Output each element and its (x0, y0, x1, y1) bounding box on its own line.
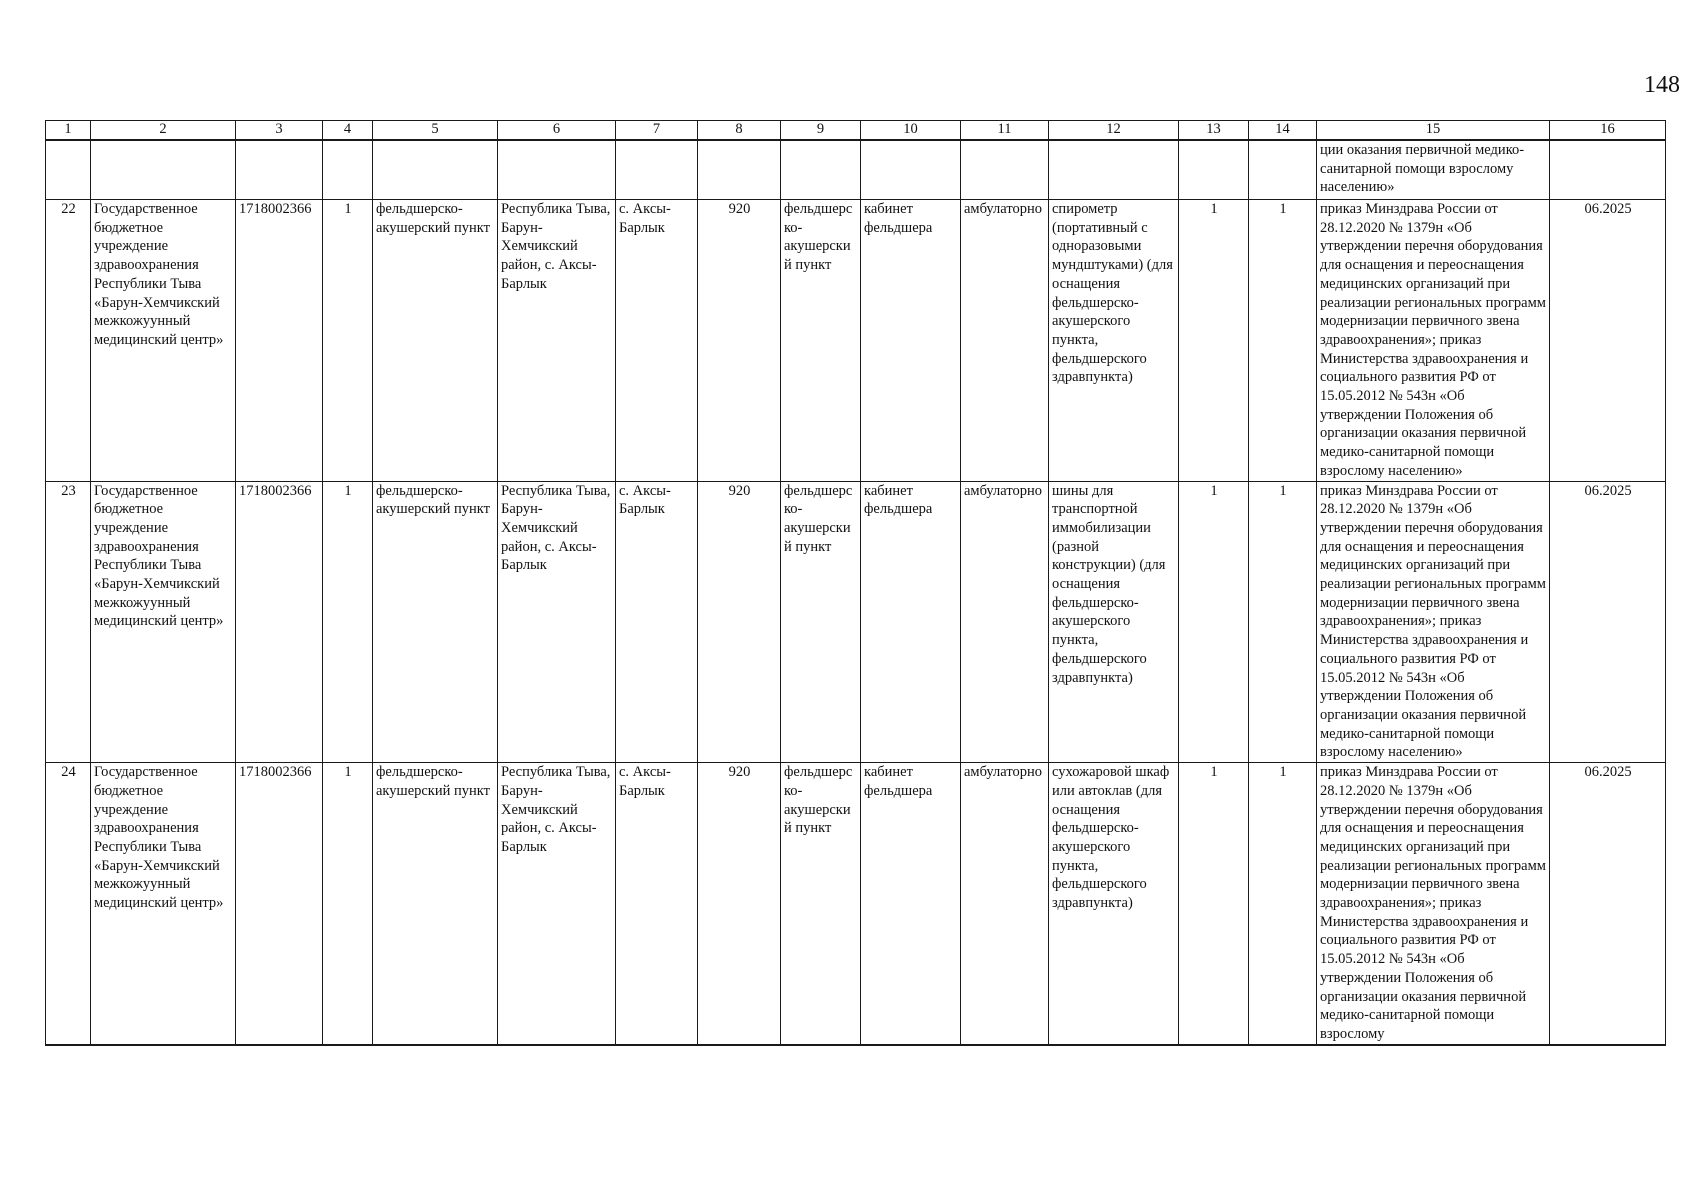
settlement-cell: с. Аксы-Барлык (616, 481, 698, 763)
column-header: 16 (1550, 121, 1666, 141)
basis-cell: ции оказания первичной медико-санитарной помощи взрослому населению» (1317, 140, 1550, 200)
number-cell: 920 (698, 200, 781, 482)
column-header: 8 (698, 121, 781, 141)
continuation-row (46, 140, 1666, 200)
subdivision-cell: фельдшерско-акушерский пункт (781, 481, 861, 763)
care-mode-cell: амбулаторно (961, 481, 1049, 763)
column-number-row (46, 121, 1666, 141)
organization-cell: Государственное бюджетное учреждение здравоохранения Республики Тыва «Барун-Хемчикский межкожуунный медицинский центр» (91, 763, 236, 1045)
column-header: 3 (236, 121, 323, 141)
equipment-cell: шины для транспортной иммобилизации (разной конструкции) (для оснащения фельдшерско-акушерского пункта, фельдшерского здравпункта) (1049, 481, 1179, 763)
empty-cell (1179, 140, 1249, 200)
row-number: 24 (46, 763, 91, 1045)
table-row (46, 200, 1666, 482)
empty-cell (1049, 140, 1179, 200)
settlement-cell: с. Аксы-Барлык (616, 200, 698, 482)
quantity-cell: 1 (1179, 763, 1249, 1045)
quantity-cell: 1 (1179, 200, 1249, 482)
inn-cell: 1718002366 (236, 200, 323, 482)
address-cell: Республика Тыва, Барун-Хемчикский район, с. Аксы-Барлык (498, 200, 616, 482)
settlement-cell: с. Аксы-Барлык (616, 763, 698, 1045)
empty-cell (91, 140, 236, 200)
equipment-table (45, 120, 1666, 1046)
column-header: 6 (498, 121, 616, 141)
unit-type-cell: фельдшерско-акушерский пункт (373, 763, 498, 1045)
subdivision-cell: фельдшерско-акушерский пункт (781, 200, 861, 482)
empty-cell (323, 140, 373, 200)
date-cell: 06.2025 (1550, 763, 1666, 1045)
column-header: 1 (46, 121, 91, 141)
empty-cell (781, 140, 861, 200)
address-cell: Республика Тыва, Барун-Хемчикский район, с. Аксы-Барлык (498, 763, 616, 1045)
table-row (46, 481, 1666, 763)
date-cell: 06.2025 (1550, 481, 1666, 763)
column-header: 9 (781, 121, 861, 141)
quantity-cell: 1 (1179, 481, 1249, 763)
quantity-cell: 1 (1249, 763, 1317, 1045)
unit-type-cell: фельдшерско-акушерский пункт (373, 481, 498, 763)
page-number: 148 (1644, 72, 1680, 98)
number-cell: 920 (698, 763, 781, 1045)
care-mode-cell: амбулаторно (961, 200, 1049, 482)
row-number: 22 (46, 200, 91, 482)
organization-cell: Государственное бюджетное учреждение здравоохранения Республики Тыва «Барун-Хемчикский межкожуунный медицинский центр» (91, 200, 236, 482)
count-cell: 1 (323, 481, 373, 763)
subdivision-cell: фельдшерско-акушерский пункт (781, 763, 861, 1045)
equipment-cell: спирометр (портативный с одноразовыми мундштуками) (для оснащения фельдшерско-акушерского пункта, фельдшерского здравпункта) (1049, 200, 1179, 482)
empty-cell (616, 140, 698, 200)
empty-cell (1550, 140, 1666, 200)
number-cell: 920 (698, 481, 781, 763)
empty-cell (961, 140, 1049, 200)
address-cell: Республика Тыва, Барун-Хемчикский район, с. Аксы-Барлык (498, 481, 616, 763)
empty-cell (46, 140, 91, 200)
basis-cell: приказ Минздрава России от 28.12.2020 № 1379н «Об утверждении перечня оборудования для оснащения и переоснащения медицинских организаций при реализации региональных программ модернизации первичного звена здравоохранения»; приказ Министерства здравоохранения и социального развития РФ от 15.05.2012 № 543н «Об утверждении Положения об организации оказания первичной медико-санитарной помощи взрослому (1317, 763, 1550, 1045)
empty-cell (698, 140, 781, 200)
inn-cell: 1718002366 (236, 763, 323, 1045)
empty-cell (861, 140, 961, 200)
row-number: 23 (46, 481, 91, 763)
quantity-cell: 1 (1249, 481, 1317, 763)
room-cell: кабинет фельдшера (861, 481, 961, 763)
empty-cell (236, 140, 323, 200)
column-header: 5 (373, 121, 498, 141)
count-cell: 1 (323, 200, 373, 482)
column-header: 4 (323, 121, 373, 141)
unit-type-cell: фельдшерско-акушерский пункт (373, 200, 498, 482)
column-header: 10 (861, 121, 961, 141)
basis-cell: приказ Минздрава России от 28.12.2020 № 1379н «Об утверждении перечня оборудования для оснащения и переоснащения медицинских организаций при реализации региональных программ модернизации первичного звена здравоохранения»; приказ Министерства здравоохранения и социального развития РФ от 15.05.2012 № 543н «Об утверждении Положения об организации оказания первичной медико-санитарной помощи взрослому населению» (1317, 200, 1550, 482)
table-row (46, 763, 1666, 1045)
basis-cell: приказ Минздрава России от 28.12.2020 № 1379н «Об утверждении перечня оборудования для оснащения и переоснащения медицинских организаций при реализации региональных программ модернизации первичного звена здравоохранения»; приказ Министерства здравоохранения и социального развития РФ от 15.05.2012 № 543н «Об утверждении Положения об организации оказания первичной медико-санитарной помощи взрослому населению» (1317, 481, 1550, 763)
empty-cell (373, 140, 498, 200)
column-header: 13 (1179, 121, 1249, 141)
count-cell: 1 (323, 763, 373, 1045)
column-header: 7 (616, 121, 698, 141)
care-mode-cell: амбулаторно (961, 763, 1049, 1045)
column-header: 11 (961, 121, 1049, 141)
column-header: 14 (1249, 121, 1317, 141)
column-header: 12 (1049, 121, 1179, 141)
column-header: 15 (1317, 121, 1550, 141)
organization-cell: Государственное бюджетное учреждение здравоохранения Республики Тыва «Барун-Хемчикский межкожуунный медицинский центр» (91, 481, 236, 763)
equipment-cell: сухожаровой шкаф или автоклав (для оснащения фельдшерско-акушерского пункта, фельдшерского здравпункта) (1049, 763, 1179, 1045)
date-cell: 06.2025 (1550, 200, 1666, 482)
room-cell: кабинет фельдшера (861, 200, 961, 482)
empty-cell (498, 140, 616, 200)
empty-cell (1249, 140, 1317, 200)
inn-cell: 1718002366 (236, 481, 323, 763)
column-header: 2 (91, 121, 236, 141)
quantity-cell: 1 (1249, 200, 1317, 482)
room-cell: кабинет фельдшера (861, 763, 961, 1045)
